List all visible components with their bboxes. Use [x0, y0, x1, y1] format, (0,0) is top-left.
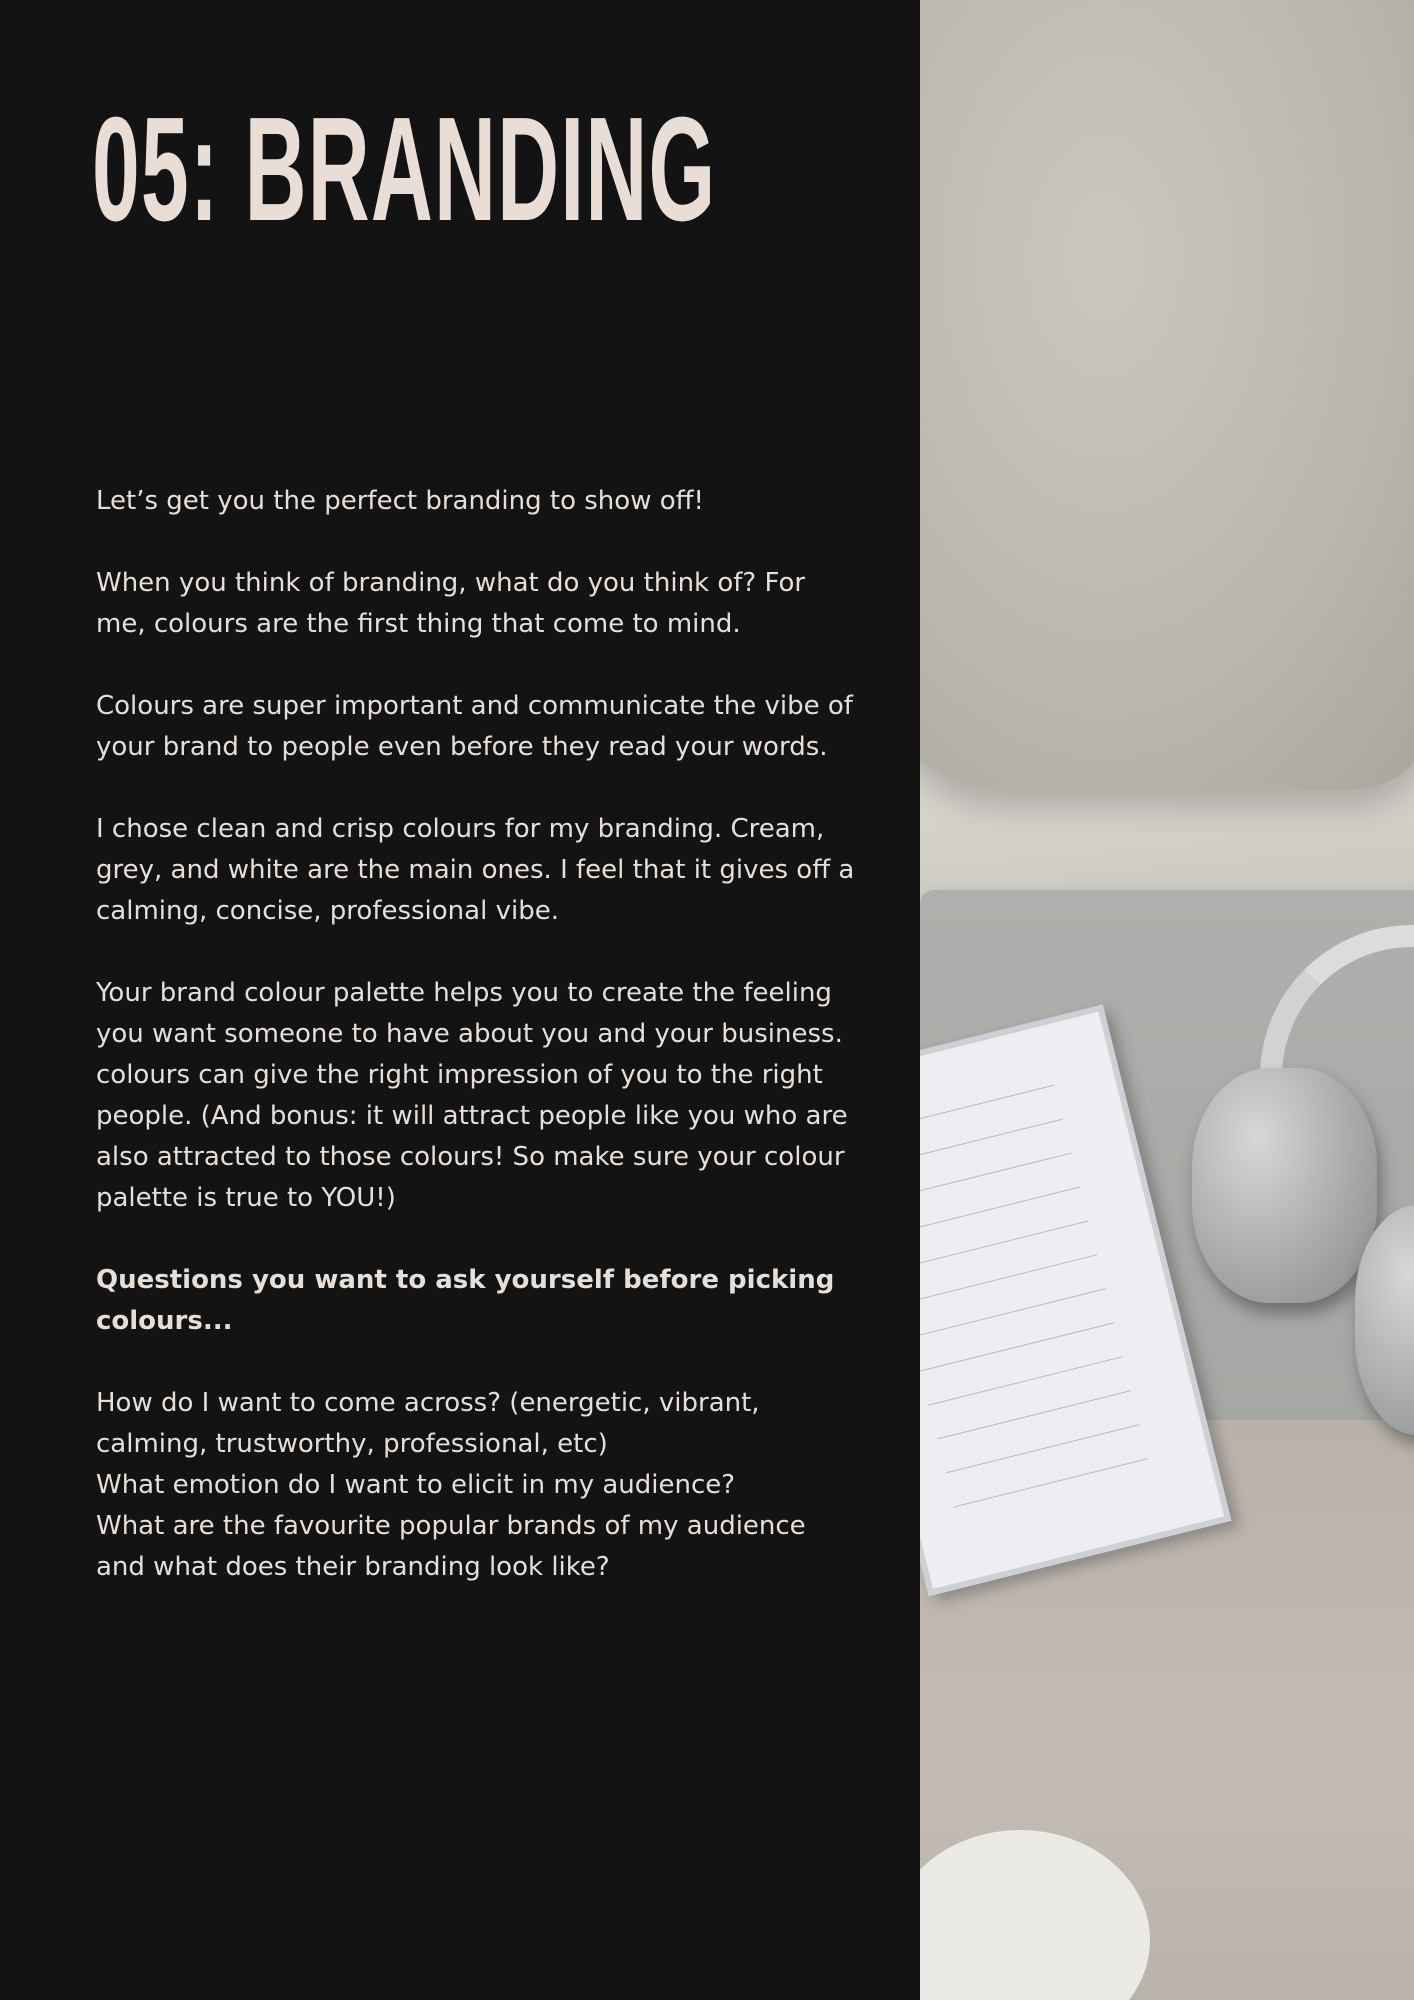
page-title: 05: BRANDING	[92, 87, 717, 252]
question-item: What are the favourite popular brands of my audience and what does their branding look like?	[96, 1511, 806, 1582]
questions-heading: Questions you want to ask yourself before picking colours...	[96, 1265, 835, 1336]
intro-paragraph: Let’s get you the perfect branding to show off!	[96, 486, 704, 516]
question-item: How do I want to come across? (energetic, vibrant, calming, trustworthy, professional, etc)	[96, 1388, 760, 1459]
question-item: What emotion do I want to elicit in my audience?	[96, 1470, 736, 1500]
body-text	[96, 481, 856, 1629]
paragraph-branding-thoughts: When you think of branding, what do you think of? For me, colours are the first thing that come to mind.	[96, 568, 806, 639]
paragraph-colours-importance: Colours are super important and communicate the vibe of your brand to people even before they read your words.	[96, 691, 853, 762]
pillow	[920, 0, 1414, 790]
headphones-cup	[1192, 1068, 1377, 1303]
questions-list	[96, 1383, 856, 1588]
lifestyle-photo	[920, 0, 1414, 2000]
paragraph-colour-palette: Your brand colour palette helps you to create the feeling you want someone to have about you and your business. colours can give the right impression of you to the right people. (And bonus: it will attract people like you who are also attracted to those colours! So make sure your colour palette is true to YOU!)	[96, 978, 848, 1213]
paragraph-my-colours: I chose clean and crisp colours for my branding. Cream, grey, and white are the main ones. I feel that it gives off a calming, concise, professional vibe.	[96, 814, 855, 926]
